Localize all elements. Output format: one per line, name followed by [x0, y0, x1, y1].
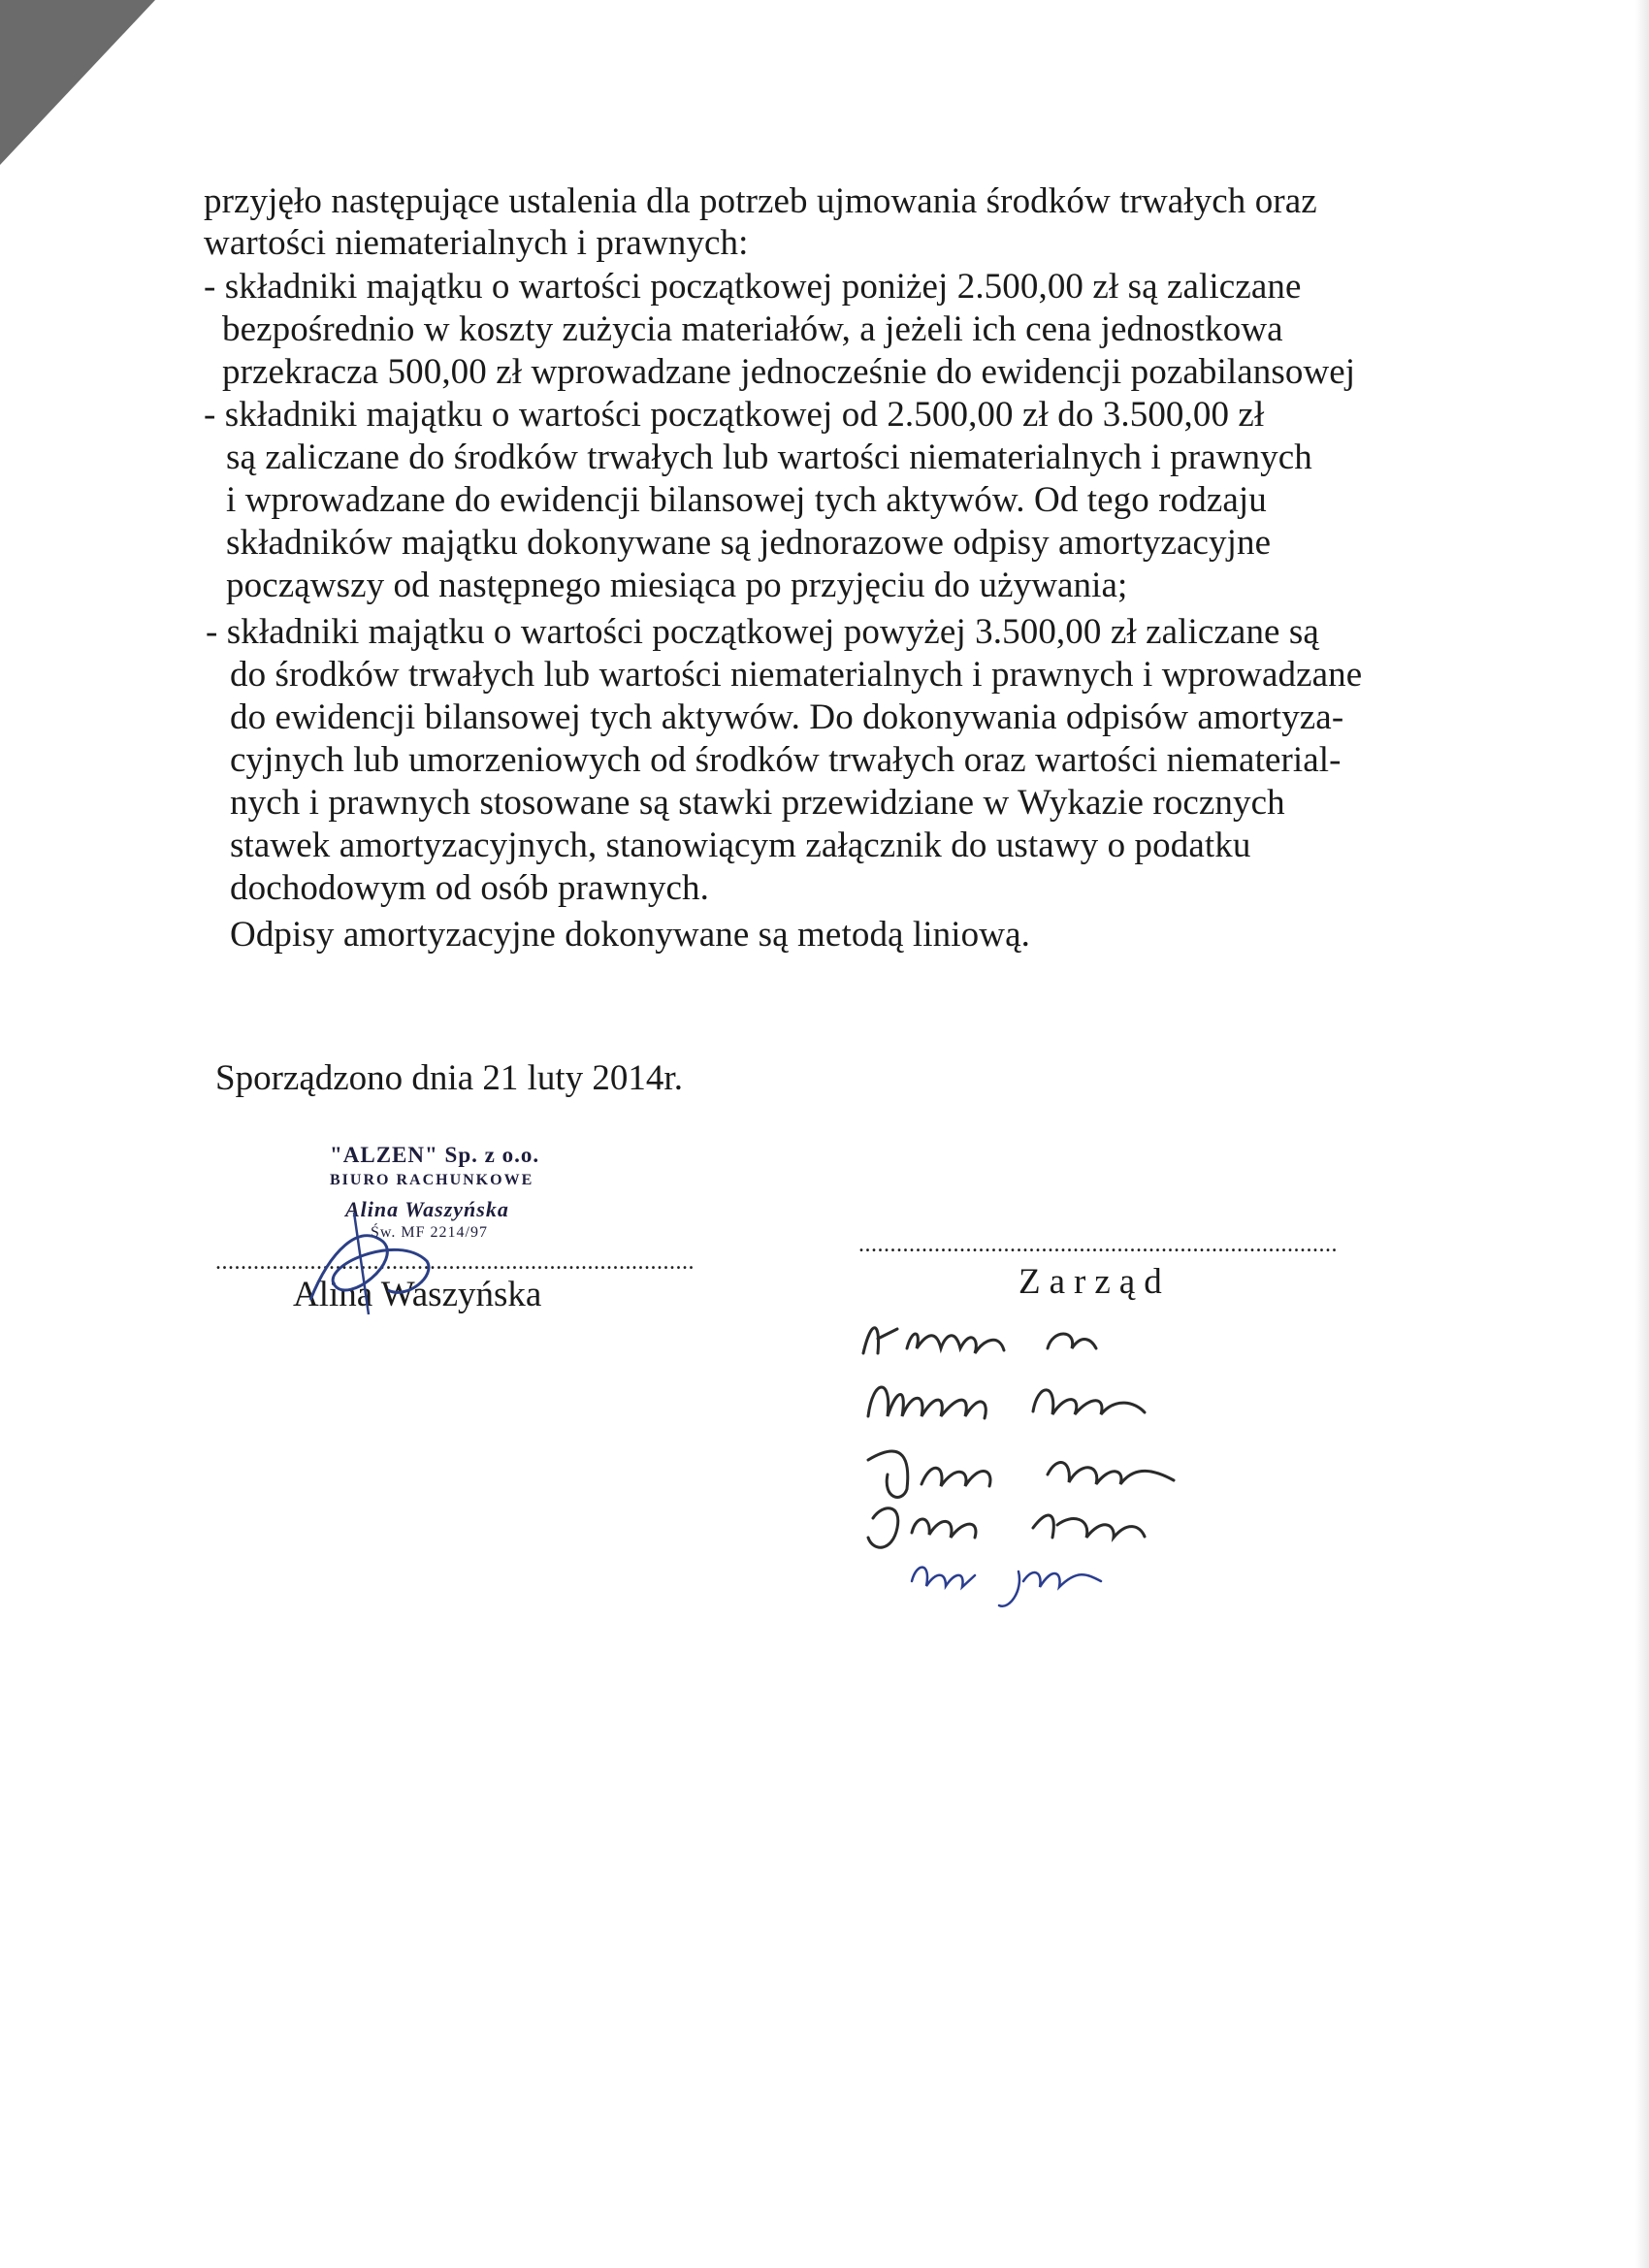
text-line-14: cyjnych lub umorzeniowych od środków trwałych oraz wartości niematerial- [230, 740, 1342, 780]
text-line-2: wartości niematerialnych i prawnych: [204, 223, 749, 263]
board-signature-1 [863, 1328, 1096, 1353]
text-line-13: do ewidencji bilansowej tych aktywów. Do dokonywania odpisów amortyza- [230, 697, 1344, 737]
text-line-9: składników majątku dokonywane są jednorazowe odpisy amortyzacyjne [226, 523, 1272, 563]
left-signatory-name: Alina Waszyńska [293, 1275, 542, 1314]
text-line-15: nych i prawnych stosowane są stawki przewidziane w Wykazie rocznych [230, 783, 1285, 823]
text-line-5: przekracza 500,00 zł wprowadzane jednocześnie do ewidencji pozabilansowej [222, 352, 1356, 392]
board-signature-4 [868, 1508, 1145, 1547]
text-line-16: stawek amortyzacyjnych, stanowiącym załącznik do ustawy o podatku [230, 826, 1251, 865]
board-signature-2 [868, 1387, 1145, 1418]
left-handwritten-signature [291, 1193, 446, 1329]
text-line-6: - składniki majątku o wartości początkowej od 2.500,00 zł do 3.500,00 zł [204, 395, 1265, 435]
folded-corner [0, 0, 155, 165]
stamp-company-type: BIURO RACHUNKOWE [330, 1172, 534, 1188]
text-line-3: - składniki majątku o wartości początkowej poniżej 2.500,00 zł są zaliczane [204, 267, 1302, 307]
text-line-7: są zaliczane do środków trwałych lub wartości niematerialnych i prawnych [226, 437, 1312, 477]
stamp-person-name: Alina Waszyńska [345, 1197, 509, 1221]
stamp-licence-number: Św. MF 2214/97 [371, 1224, 488, 1241]
board-signature-3 [868, 1451, 1174, 1497]
text-line-12: do środków trwałych lub wartości niematerialnych i prawnych i wprowadzane [230, 655, 1363, 695]
text-line-8: i wprowadzane do ewidencji bilansowej tych aktywów. Od tego rodzaju [226, 480, 1267, 520]
text-line-17: dochodowym od osób prawnych. [230, 868, 710, 908]
stamp-company-name: "ALZEN" Sp. z o.o. [330, 1143, 540, 1167]
text-line-4: bezpośrednio w koszty zużycia materiałów, a jeżeli ich cena jednostkowa [222, 309, 1283, 349]
left-signature-line: ............................................................................ [215, 1249, 695, 1275]
scan-edge-shadow [1635, 0, 1649, 2268]
text-line-18: Odpisy amortyzacyjne dokonywane są metodą liniową. [230, 915, 1030, 955]
board-signature-5 [912, 1568, 1101, 1606]
text-line-1: przyjęło następujące ustalenia dla potrzeb ujmowania środków trwałych oraz [204, 181, 1317, 221]
board-label: Zarząd [1018, 1262, 1171, 1302]
text-line-11: - składniki majątku o wartości początkowej powyżej 3.500,00 zł zaliczane są [206, 612, 1319, 652]
right-signature-line: ............................................................................ [858, 1232, 1338, 1257]
board-signatures [854, 1300, 1397, 1630]
text-line-10: począwszy od następnego miesiąca po przyjęciu do używania; [226, 566, 1128, 605]
date-line: Sporządzono dnia 21 luty 2014r. [215, 1058, 683, 1098]
